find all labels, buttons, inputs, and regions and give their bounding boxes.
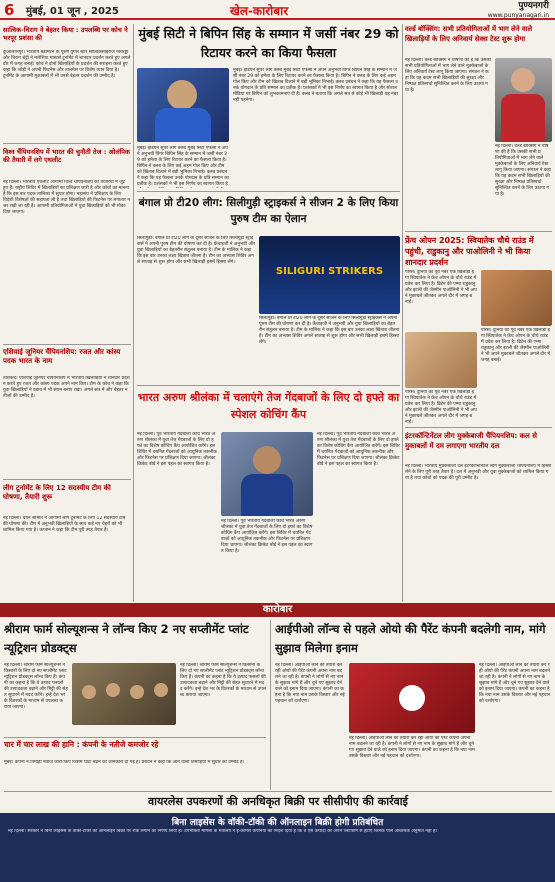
biz1-body-cont: नई दिल्ली। श्रीराम फार्म सोल्यूशन्स ने किसानों के लिए दो नए सप्लीमेंट प्लांट न्यूट्रिशन प्रोडक्ट्स लॉन्च किए हैं। कंपनी का कहना है कि ये उत्पाद फसलों की उत्पादकता बढ़ाने और मिट्टी की सेहत सुधारने में मदद करेंगे। इन्हें देश भर के वितरकों के माध्यम से उपलब्ध कराया जाएगा। bbox=[180, 663, 266, 698]
biz3-headline[interactable]: चार में चार लाख की हानि : कंपनी के नतीजे कमजोर रहे bbox=[4, 740, 159, 749]
left2-body: नई दिल्ली। भारतीय एथलीट आगामी विश्व चैंपियनशिप की तैयारियों में जुटे हुए हैं। राष्ट्रीय शिविर में खिलाड़ियों का प्रशिक्षण जारी है और कोचों का मानना है कि इस बार पदक तालिका में सुधार होगा। महासंघ ने प्रशिक्षण के लिए विदेशी विशेषज्ञों की सहायता ली है तथा खिलाड़ियों की फिटनेस पर लगातार नजर रखी जा रही है। आगामी प्रतियोगिताओं में युवा खिलाड़ियों को भी मौका दिया जाएगा। bbox=[3, 180, 130, 215]
mid3-body-cont2: नई दिल्ली। पूर्व भारतीय गेंदबाजी कोच भारत अरुण श्रीलंका में युवा तेज गेंदबाजों के लिए दो हफ्ते का विशेष कोचिंग कैंप आयोजित करेंगे। इस शिविर में चयनित गेंदबाजों को आधुनिक तकनीक और फिटनेस पर प्रशिक्षण दिया जाएगा। श्रीलंका क्रिकेट बोर्ड ने इस पहल का स्वागत किया है। bbox=[221, 519, 313, 554]
page-number: 6 bbox=[4, 1, 15, 19]
masthead bbox=[0, 0, 555, 20]
biz2-body-cont: नई दिल्ली। आईपीओ लाने की तैयारी कर रही ओयो की पैरेंट कंपनी अपना नाम बदलने जा रही है। कंपनी ने लोगों से नए नाम के सुझाव मांगे हैं और चुने गए सुझाव देने वाले को इनाम दिया जाएगा। कंपनी का कहना है कि नया नाम उसके विस्तार और नई पहचान को दर्शाएगा। bbox=[479, 663, 551, 704]
divider bbox=[137, 191, 400, 192]
biz1-body: नई दिल्ली। श्रीराम फार्म सोल्यूशन्स ने किसानों के लिए दो नए सप्लीमेंट प्लांट न्यूट्रिशन प्रोडक्ट्स लॉन्च किए हैं। कंपनी का कहना है कि ये उत्पाद फसलों की उत्पादकता बढ़ाने और मिट्टी की सेहत सुधारने में मदद करेंगे। इन्हें देश भर के वितरकों के माध्यम से उपलब्ध कराया जाएगा। bbox=[4, 663, 68, 710]
left3-headline[interactable]: एशियाई जूनियर चैंपियनशिप: रजत और कांस्य पदक भारत के नाम bbox=[3, 348, 121, 365]
right1-body-cont: नई दिल्ली। वर्ल्ड बॉक्सिंग ने घोषणा की है कि उसकी सभी प्रतियोगिताओं में भाग लेने वाले मुक्केबाजों के लिए अनिवार्य टेस्ट लागू किया जाएगा। संगठन ने कहा कि यह कदम सभी खिलाड़ियों की सुरक्षा और निष्पक्ष प्रतिस्पर्धा सुनिश्चित करने के लिए उठाया गया है। bbox=[495, 144, 552, 197]
right1-body: नई दिल्ली। वर्ल्ड बॉक्सिंग ने घोषणा की है कि उसकी सभी प्रतियोगिताओं में भाग लेने वाले मुक्केबाजों के लिए अनिवार्य टेस्ट लागू किया जाएगा। संगठन ने कहा कि यह कदम सभी खिलाड़ियों की सुरक्षा और निष्पक्ष प्रतिस्पर्धा सुनिश्चित करने के लिए उठाया गया है। bbox=[405, 58, 491, 93]
paolini-photo bbox=[481, 270, 552, 326]
divider bbox=[4, 737, 266, 738]
right3-headline[interactable]: इंटरकॉन्टिनेंटल लीग मुक्केबाजी चैंपियनशिप: कल से मुकाबलों में दम लगाएगा भारतीय दल bbox=[405, 432, 537, 450]
brand-block bbox=[488, 1, 549, 21]
team-logo-text: SILIGURI STRIKERS bbox=[275, 266, 384, 277]
player-face-shape bbox=[167, 80, 197, 110]
left1-headline[interactable]: सात्विक-चिराग ने बेहतर किया : उपलब्धि पर कोच ने भरपूर प्रशंसा की bbox=[3, 26, 128, 42]
advert-box bbox=[0, 813, 555, 882]
coach-face-shape bbox=[253, 446, 281, 474]
left2-headline[interactable]: विश्व चैंपियनशिप में भारत की चुनौती तेज : ओलंपिक की तैयारी में लगे एथलीट bbox=[3, 148, 130, 164]
bipin-singh-photo bbox=[137, 68, 229, 142]
left4-headline[interactable]: लीग टूर्नामेंट के लिए 12 सदस्यीय टीम की घोषणा, तैयारी शुरू bbox=[3, 484, 111, 501]
divider bbox=[405, 427, 552, 428]
biz2-headline[interactable]: आईपीओ लॉन्च से पहले ओयो की पैरेंट कंपनी बदलेगी नाम, मांगे सुझाव मिलेगा इनाम bbox=[275, 622, 546, 655]
siliguri-strikers-logo-image bbox=[259, 236, 400, 314]
right2-headline[interactable]: फ्रेंच ओपन 2025: स्वियातेक चौथे राउंड में पहुंची, राडुकानु और पाओलिनी ने भी किया शानदार प्रदर्शन bbox=[405, 236, 534, 267]
main-body-cont: मुंबई। इंडियन सुपर लीग क्लब मुंबई सिटी एफसी ने अपने अनुभवी विंगर बिपिन सिंह के सम्मान में जर्सी नंबर 29 को हमेशा के लिए रिटायर करने का फैसला किया है। बिपिन ने क्लब के लिए कई अहम गोल किए और टीम को खिताब दिलाने में बड़ी भूमिका निभाई। क्लब प्रबंधन ने कहा कि यह फैसला उनके योगदान के प्रति सम्मान का प्रतीक है। प्रशंसकों ने भी इस निर्णय का स्वागत किया है bbox=[137, 146, 229, 187]
person-shape bbox=[82, 685, 96, 699]
mid3-body-cont: नई दिल्ली। पूर्व भारतीय गेंदबाजी कोच भारत अरुण श्रीलंका में युवा तेज गेंदबाजों के लिए दो हफ्ते का विशेष कोचिंग कैंप आयोजित करेंगे। इस शिविर में चयनित गेंदबाजों को आधुनिक तकनीक और फिटनेस पर प्रशिक्षण दिया जाएगा। श्रीलंका क्रिकेट बोर्ड ने इस पहल का स्वागत किया है। bbox=[317, 432, 400, 467]
mid2-body-cont: सिलीगुड़ी। बंगाल प्रो टी20 लीग के दूसरे सीजन के लिए सिलीगुड़ी स्ट्राइकर्स ने अपनी पुरुष टीम की घोषणा कर दी है। फ्रेंचाइजी ने अनुभवी और युवा खिलाड़ियों का बेहतरीन संतुलन बनाया है। टीम के मालिक ने कहा कि इस बार उनका लक्ष्य खिताब जीतना है। टीम का अभ्यास शिविर अगले सप्ताह से शुरू होगा और सभी खिलाड़ी इसमें हिस्सा लेंगे। bbox=[259, 316, 400, 345]
divider bbox=[4, 791, 552, 792]
column-divider bbox=[133, 24, 134, 602]
mid2-headline[interactable]: बंगाल प्रो टी20 लीग: सिलीगुड़ी स्ट्राइकर्स ने सीजन 2 के लिए किया पुरुष टीम का ऐलान bbox=[138, 197, 399, 225]
boxer-photo bbox=[495, 58, 552, 142]
mid2-body: सिलीगुड़ी। बंगाल प्रो टी20 लीग के दूसरे सीजन के लिए सिलीगुड़ी स्ट्राइकर्स ने अपनी पुरुष टीम की घोषणा कर दी है। फ्रेंचाइजी ने अनुभवी और युवा खिलाड़ियों का बेहतरीन संतुलन बनाया है। टीम के मालिक ने कहा कि इस बार उनका लक्ष्य खिताब जीतना है। टीम का अभ्यास शिविर अगले सप्ताह से शुरू होगा और सभी खिलाड़ी इसमें हिस्सा लेंगे। bbox=[137, 236, 255, 265]
right2-body: पेरिस। दुनिया की पूर्व नंबर एक खिलाड़ी इगा स्वियातेक ने फ्रेंच ओपन के चौथे राउंड में प्रवेश कर लिया है। ब्रिटेन की एम्मा राडुकानु और इटली की जैस्मीन पाओलिनी ने भी अपने मुकाबले जीतकर अगले दौर में जगह बनाई। bbox=[405, 270, 477, 305]
main-headline[interactable]: मुंबई सिटी ने बिपिन सिंह के सम्मान में जर्सी नंबर 29 को रिटायर करने का किया फैसला bbox=[138, 26, 399, 60]
right1-headline[interactable]: वर्ल्ड बॉक्सिंग: सभी प्रतियोगिताओं में भाग लेने वाले खिलाड़ियों के लिए अनिवार्य सेक्स टेस्ट शुरू होगा bbox=[405, 25, 533, 43]
boxer-face-shape bbox=[511, 68, 535, 92]
brand-name: पुण्यनगरी bbox=[518, 1, 549, 11]
boxer-vest-shape bbox=[501, 94, 545, 142]
left4-body: नई दिल्ली। चयन समिति ने आगामी लीग टूर्नामेंट के लिए 12 सदस्यीय टीम की घोषणा की। टीम में अनुभवी खिलाड़ियों के साथ कई नए चेहरों को भी शामिल किया गया है। कप्तान ने कहा कि टीम पूरी तरह तैयार है। bbox=[3, 516, 126, 533]
divider bbox=[3, 143, 131, 144]
divider bbox=[3, 479, 131, 480]
business-section-band: कारोबार bbox=[0, 603, 555, 617]
main-body: मुंबई। इंडियन सुपर लीग क्लब मुंबई सिटी एफसी ने अपने अनुभवी विंगर बिपिन सिंह के सम्मान में जर्सी नंबर 29 को हमेशा के लिए रिटायर करने का फैसला किया है। बिपिन ने क्लब के लिए कई अहम गोल किए और टीम को खिताब दिलाने में बड़ी भूमिका निभाई। क्लब प्रबंधन ने कहा कि यह फैसला उनके योगदान के प्रति सम्मान का प्रतीक है। प्रशंसकों ने भी इस निर्णय का स्वागत किया है और सोशल मीडिया पर बिपिन को शुभकामनाएं दी हैं। क्लब ने बताया कि अगले सत्र से कोई भी खिलाड़ी यह नंबर नहीं पहनेगा। bbox=[233, 68, 399, 103]
brand-url: www.punyanagari.in bbox=[487, 12, 549, 19]
coach-shirt-shape bbox=[241, 474, 293, 516]
oyo-building-photo bbox=[349, 663, 475, 733]
biz2-body-cont2: नई दिल्ली। आईपीओ लाने की तैयारी कर रही ओयो की पैरेंट कंपनी अपना नाम बदलने जा रही है। कंपनी ने लोगों से नए नाम के सुझाव मांगे हैं और चुने गए सुझाव देने वाले को इनाम दिया जाएगा। कंपनी का कहना है कि नया नाम उसके विस्तार और नई पहचान को दर्शाएगा। bbox=[349, 736, 475, 759]
divider bbox=[405, 231, 552, 232]
advert-body: नई दिल्ली। सरकार ने बिना लाइसेंस के वॉकी-टॉकी की ऑनलाइन बिक्री पर रोक लगाने का निर्णय लिया है। उपभोक्ता मामलों के मंत्रालय ने ई-कॉमर्स कंपनियों को निर्देश दिया है कि वे ऐसे उत्पादों को अपने प्लेटफॉर्म से हटाएं जिनके पास आवश्यक अनुमति नहीं है। bbox=[8, 829, 438, 834]
biz3-body: मुंबई। कंपनी ने तिमाही नतीजे जारी किए जिसमें घाटा बढ़ने की जानकारी दी गई है। प्रबंधन ने कहा कि आने वाली तिमाहियों में सुधार की उम्मीद है। bbox=[4, 760, 245, 765]
person-shape bbox=[106, 683, 120, 697]
middle-column bbox=[137, 24, 400, 602]
column-divider bbox=[402, 24, 403, 602]
swiatek-photo bbox=[405, 332, 477, 388]
divider bbox=[3, 344, 131, 345]
right2-body-cont: पेरिस। दुनिया की पूर्व नंबर एक खिलाड़ी इगा स्वियातेक ने फ्रेंच ओपन के चौथे राउंड में प्रवेश कर लिया है। ब्रिटेन की एम्मा राडुकानु और इटली की जैस्मीन पाओलिनी ने भी अपने मुकाबले जीतकर अगले दौर में जगह बनाई। bbox=[481, 328, 551, 363]
right3-body: नई दिल्ली। भारतीय मुक्केबाजी दल इंटरकॉन्टिनेंटल लीग मुक्केबाजी चैंपियनशिप में हिस्सा लेने के लिए पूरी तरह तैयार है। दल में अनुभवी और युवा मुक्केबाजों को शामिल किया गया है तथा कोचों को पदक की पूरी उम्मीद है। bbox=[405, 464, 552, 481]
biz2-body: नई दिल्ली। आईपीओ लाने की तैयारी कर रही ओयो की पैरेंट कंपनी अपना नाम बदलने जा रही है। कंपनी ने लोगों से नए नाम के सुझाव मांगे हैं और चुने गए सुझाव देने वाले को इनाम दिया जाएगा। कंपनी का कहना है कि नया नाम उसके विस्तार और नई पहचान को दर्शाएगा। bbox=[275, 663, 345, 704]
column-divider bbox=[270, 620, 271, 790]
left3-body: ताशकंद। एशियाई जूनियर चैंपियनशिप में भारतीय खिलाड़ियों ने शानदार प्रदर्शन करते हुए रजत और कांस्य पदक अपने नाम किए। टीम के कोच ने कहा कि युवा खिलाड़ियों ने दबाव में भी संयम बनाए रखा। अगले सत्र में और बेहतर नतीजों की उम्मीद है। bbox=[3, 376, 130, 399]
biz1-headline[interactable]: श्रीराम फार्म सोल्यूशन्स ने लॉन्च किए 2 नए सप्लीमेंट प्लांट न्यूट्रिशन प्रोडक्ट्स bbox=[4, 622, 249, 655]
section-title: खेल-कारोबार bbox=[230, 4, 289, 18]
oyo-logo-shape bbox=[399, 685, 425, 711]
biz4-headline[interactable]: वायरलेस उपकरणों की अनधिकृत बिक्री पर सीसीपीए की कार्रवाई bbox=[148, 795, 408, 808]
mid3-headline[interactable]: भारत अरुण श्रीलंका में चलाएंगे तेज गेंदबाजों के लिए दो हफ्ते का स्पेशल कोचिंग कैंप bbox=[137, 391, 400, 421]
product-launch-photo bbox=[72, 663, 176, 725]
player-jersey-shape bbox=[155, 108, 211, 142]
advert-title[interactable]: बिना लाइसेंस के वॉकी-टॉकी की ऑनलाइन बिक्री होगी प्रतिबंधित bbox=[171, 818, 384, 828]
bharat-arun-photo bbox=[221, 432, 313, 516]
right2-body-cont2: पेरिस। दुनिया की पूर्व नंबर एक खिलाड़ी इगा स्वियातेक ने फ्रेंच ओपन के चौथे राउंड में प्रवेश कर लिया है। ब्रिटेन की एम्मा राडुकानु और इटली की जैस्मीन पाओलिनी ने भी अपने मुकाबले जीतकर अगले दौर में जगह बनाई। bbox=[405, 390, 477, 424]
right-column bbox=[405, 24, 552, 602]
left-column bbox=[3, 26, 131, 601]
divider bbox=[137, 385, 400, 386]
date-line: मुंबई, 01 जून , 2025 bbox=[26, 6, 119, 17]
mid3-body: नई दिल्ली। पूर्व भारतीय गेंदबाजी कोच भारत अरुण श्रीलंका में युवा तेज गेंदबाजों के लिए दो हफ्ते का विशेष कोचिंग कैंप आयोजित करेंगे। इस शिविर में चयनित गेंदबाजों को आधुनिक तकनीक और फिटनेस पर प्रशिक्षण दिया जाएगा। श्रीलंका क्रिकेट बोर्ड ने इस पहल का स्वागत किया है। bbox=[137, 432, 217, 467]
person-shape bbox=[130, 685, 144, 699]
left1-body: कुआलालंपुर। भारतीय बैडमिंटन के पुरुष युगल स्टार सात्विकसाईराज रंकीरेड्डी और चिराग शेट्टी ने मलेशिया मास्टर्स टूर्नामेंट में शानदार प्रदर्शन करते हुए अगले दौर में जगह बनाई। कोच ने दोनों खिलाड़ियों के प्रदर्शन की सराहना करते हुए कहा कि जोड़ी ने अपनी फिटनेस और तालमेल पर विशेष ध्यान दिया है। टूर्नामेंट के आगामी मुकाबलों में भी उनसे बेहतर प्रदर्शन की उम्मीद है। bbox=[3, 50, 131, 79]
person-shape bbox=[154, 683, 168, 697]
